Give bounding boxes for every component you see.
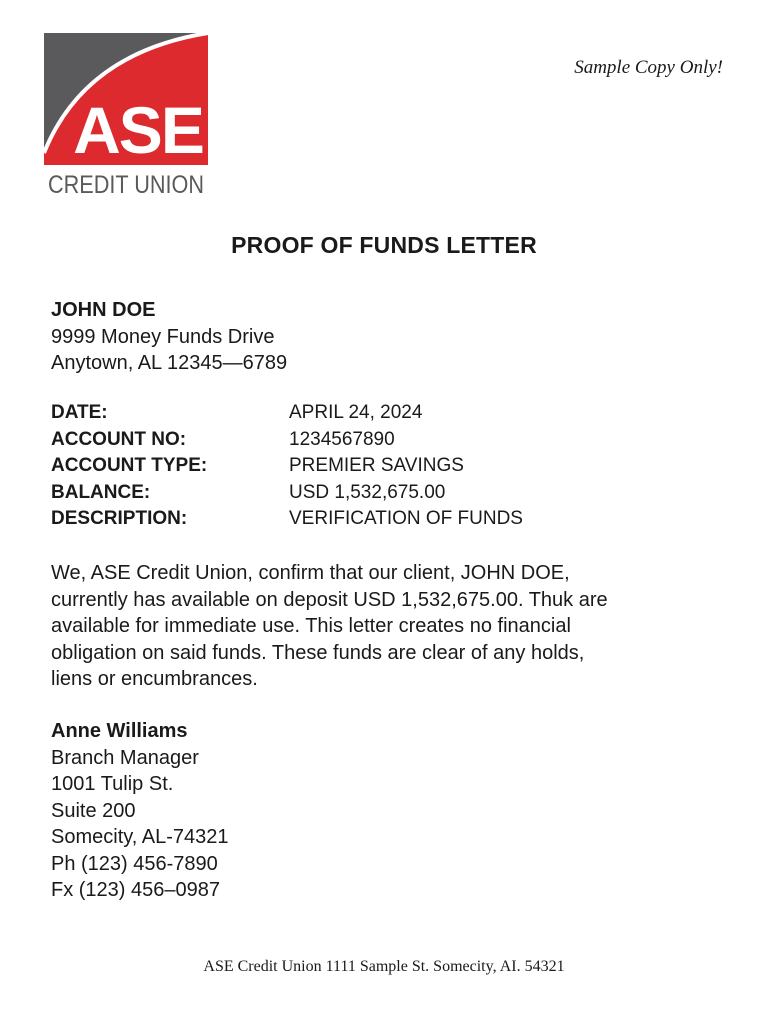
- detail-row-account-type: [51, 453, 523, 480]
- credit-union-logo: [44, 33, 208, 197]
- paragraph-line: currently has available on deposit USD 1,532,675.00. Thuk are: [51, 588, 608, 611]
- signer-name: Anne Williams: [51, 720, 188, 742]
- detail-value: VERIFICATION OF FUNDS: [289, 508, 523, 529]
- detail-label: DESCRIPTION:: [51, 508, 188, 529]
- paragraph-line: We, ASE Credit Union, confirm that our client, JOHN DOE,: [51, 562, 570, 584]
- detail-value: 1234567890: [289, 428, 395, 450]
- paragraph-line: obligation on said funds. These funds are clear of any holds,: [51, 641, 585, 664]
- detail-row-account-no: [51, 427, 523, 454]
- confirmation-paragraph: [51, 560, 731, 693]
- signer-fax: Fx (123) 456–0987: [51, 879, 221, 901]
- page-footer: ASE Credit Union 1111 Sample St. Somecity, AI. 54321: [203, 958, 565, 975]
- recipient-name: JOHN DOE: [51, 299, 156, 321]
- detail-value: APRIL 24, 2024: [289, 402, 423, 423]
- signature-block: [51, 718, 229, 904]
- paragraph-line: liens or encumbrances.: [51, 668, 258, 690]
- recipient-address-line2: Anytown, AL 12345—6789: [51, 352, 288, 374]
- recipient-address: [51, 297, 287, 377]
- signer-city: Somecity, AL-74321: [51, 826, 229, 848]
- detail-label: ACCOUNT TYPE:: [51, 455, 208, 476]
- logo-graphic: [44, 33, 208, 197]
- detail-label: ACCOUNT NO:: [51, 428, 187, 450]
- logo-brand-text: ASE: [73, 93, 203, 167]
- detail-row-description: [51, 506, 523, 533]
- signer-suite: Suite 200: [51, 799, 136, 822]
- recipient-address-line1: 9999 Money Funds Drive: [51, 325, 275, 348]
- page-title: PROOF OF FUNDS LETTER: [231, 232, 537, 258]
- signer-phone: Ph (123) 456-7890: [51, 852, 218, 875]
- detail-value: PREMIER SAVINGS: [289, 455, 464, 476]
- detail-row-balance: [51, 480, 523, 507]
- detail-row-date: [51, 400, 523, 427]
- logo-sub-text: CREDIT UNION: [48, 171, 204, 199]
- detail-label: DATE:: [51, 402, 108, 423]
- account-details: [51, 400, 523, 533]
- paragraph-line: available for immediate use. This letter creates no financial: [51, 615, 571, 637]
- sample-copy-note: Sample Copy Only!: [574, 57, 723, 78]
- detail-label: BALANCE:: [51, 481, 151, 503]
- signer-street: 1001 Tulip St.: [51, 773, 174, 795]
- signer-title: Branch Manager: [51, 746, 199, 769]
- detail-value: USD 1,532,675.00: [289, 481, 446, 503]
